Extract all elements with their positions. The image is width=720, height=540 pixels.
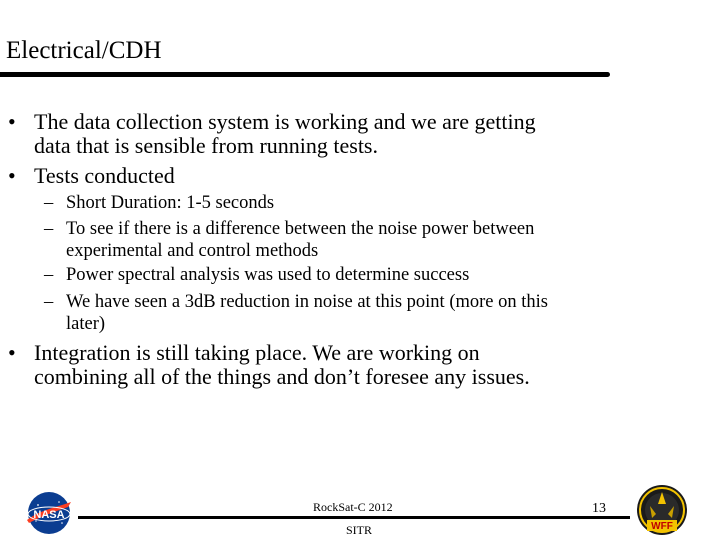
sub-bullet-text-line: We have seen a 3dB reduction in noise at this point (more on this [66, 292, 548, 312]
nasa-logo-text: NASA [33, 509, 65, 521]
bullet-text-line: Integration is still taking place. We are working on [34, 340, 480, 365]
nasa-logo-icon [24, 490, 74, 536]
wff-logo-icon [636, 484, 688, 536]
sub-bullet-marker: – [44, 219, 54, 239]
sub-bullet-text-line: experimental and control methods [66, 241, 319, 261]
sub-bullet-text-line: Short Duration: 1-5 seconds [66, 193, 275, 213]
footer-sitr: SITR [346, 523, 373, 537]
footer-rule [78, 516, 630, 519]
page-number: 13 [592, 501, 606, 516]
sub-bullet-text-line: Power spectral analysis was used to determine success [66, 265, 470, 285]
slide-title: Electrical/CDH [6, 37, 162, 64]
title-underline [0, 72, 610, 77]
bullet-marker: • [8, 340, 16, 365]
bullet-text-line: combining all of the things and don’t foresee any issues. [34, 364, 530, 389]
bullet-text-line: Tests conducted [34, 163, 175, 188]
sub-bullet-text-line: To see if there is a difference between the noise power between [66, 219, 535, 239]
bullet-marker: • [8, 163, 16, 188]
bullet-text-line: data that is sensible from running tests. [34, 133, 378, 158]
bullet-text-line: The data collection system is working and we are getting [34, 109, 536, 134]
sub-bullet-marker: – [44, 292, 54, 312]
bullet-marker: • [8, 109, 16, 134]
sub-bullet-marker: – [44, 265, 54, 285]
sub-bullet-text-line: later) [66, 314, 106, 334]
sub-bullet-marker: – [44, 193, 54, 213]
footer-program: RockSat-C 2012 [313, 500, 393, 514]
wff-logo-text: WFF [651, 521, 673, 532]
